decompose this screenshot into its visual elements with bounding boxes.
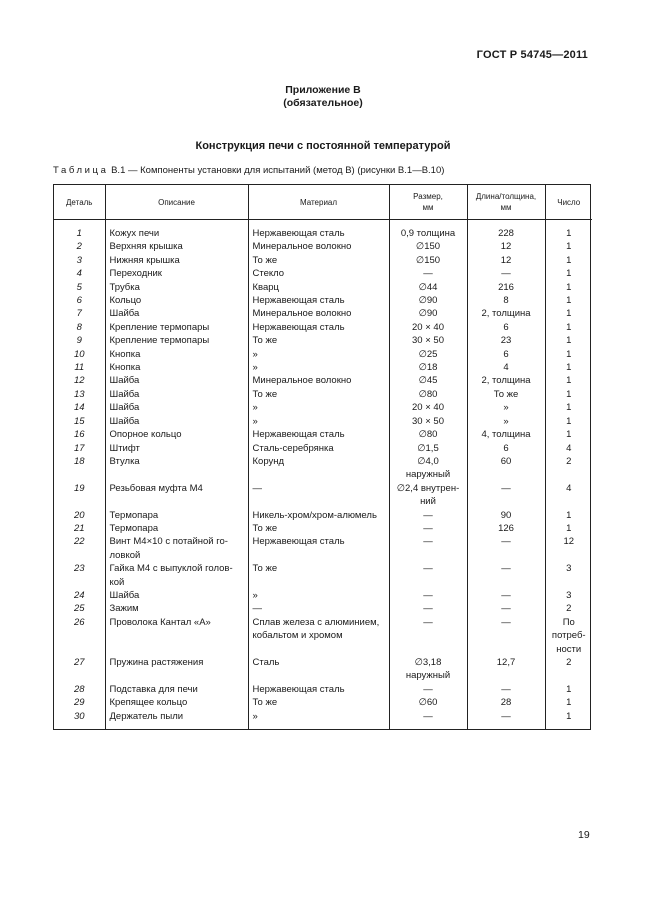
section-title: Конструкция печи с постоянной температурой (195, 140, 451, 152)
table-spacer-row (54, 220, 592, 228)
row-detail-number: 7 (76, 308, 82, 320)
row-material: Нержавеющая сталь (248, 321, 389, 334)
row-size: ∅80 (389, 388, 467, 401)
table-row (54, 321, 592, 334)
row-detail-number: 10 (73, 348, 85, 360)
row-detail-number: 2 (76, 241, 82, 253)
row-quantity: 2 (545, 455, 592, 482)
table-row (54, 616, 592, 656)
row-material: Нержавеющая сталь (248, 683, 389, 696)
row-length: 4, толщина (467, 428, 545, 441)
row-description: Опорное кольцо (105, 428, 248, 441)
row-length: 2, толщина (467, 374, 545, 387)
row-description: Трубка (105, 281, 248, 294)
table-row (54, 589, 592, 602)
row-size: 30 × 50 (389, 334, 467, 347)
row-material: Нержавеющая сталь (248, 294, 389, 307)
row-size: ∅60 (389, 696, 467, 709)
row-description: Проволока Кантал «А» (105, 616, 248, 656)
column-header-size: Размер, мм (389, 185, 467, 220)
row-material: » (248, 401, 389, 414)
row-length: — (467, 602, 545, 615)
row-quantity: 1 (545, 388, 592, 401)
row-length: 6 (467, 348, 545, 361)
row-length: » (467, 415, 545, 428)
table-row (54, 254, 592, 267)
row-material: Сталь (248, 656, 389, 683)
row-quantity: 4 (545, 482, 592, 509)
row-quantity: 1 (545, 415, 592, 428)
table-row (54, 281, 592, 294)
row-description: Резьбовая муфта М4 (105, 482, 248, 509)
row-detail-number: 26 (73, 616, 85, 628)
row-size: 30 × 50 (389, 415, 467, 428)
row-detail-number: 15 (73, 415, 85, 427)
row-description: Винт М4×10 с потайной го- ловкой (105, 535, 248, 562)
row-detail-number: 27 (73, 657, 85, 668)
row-quantity: 1 (545, 428, 592, 441)
row-detail-number: 3 (76, 254, 82, 266)
components-table (54, 185, 592, 729)
row-size: ∅90 (389, 307, 467, 320)
table-row (54, 294, 592, 307)
table-caption-label: Таблица (53, 165, 109, 176)
row-length: 60 (467, 455, 545, 482)
row-length: 12 (467, 254, 545, 267)
table-row (54, 267, 592, 280)
row-material: Сталь-серебрянка (248, 442, 389, 455)
row-length: — (467, 482, 545, 509)
row-quantity: 1 (545, 348, 592, 361)
row-detail-number: 12 (73, 375, 85, 387)
row-length: 4 (467, 361, 545, 374)
row-description: Кожух печи (105, 227, 248, 240)
row-quantity: 1 (545, 227, 592, 240)
row-quantity: 1 (545, 334, 592, 347)
row-detail-number: 18 (73, 455, 85, 467)
row-description: Подставка для печи (105, 683, 248, 696)
standard-number: ГОСТ Р 54745—2011 (476, 49, 588, 61)
row-quantity: 1 (545, 254, 592, 267)
table-row (54, 602, 592, 615)
row-description: Шайба (105, 401, 248, 414)
row-material: » (248, 361, 389, 374)
row-description: Гайка М4 с выпуклой голов- кой (105, 562, 248, 589)
annex-heading (0, 84, 646, 110)
table-row (54, 710, 592, 723)
row-material: Минеральное волокно (248, 374, 389, 387)
row-length: — (467, 683, 545, 696)
table-caption (53, 165, 444, 176)
row-detail-number: 8 (76, 321, 82, 333)
row-material: То же (248, 334, 389, 347)
table-row (54, 656, 592, 683)
row-description: Втулка (105, 455, 248, 482)
row-size: ∅1,5 (389, 442, 467, 455)
row-detail-number: 14 (73, 402, 85, 414)
row-size: ∅44 (389, 281, 467, 294)
row-detail-number: 6 (76, 295, 82, 307)
row-size: — (389, 616, 467, 656)
row-length: — (467, 562, 545, 589)
row-detail-number: 30 (73, 710, 85, 722)
row-description: Кольцо (105, 294, 248, 307)
row-size: 0,9 толщина (389, 227, 467, 240)
row-size: ∅2,4 внутрен- ний (389, 482, 467, 509)
table-row (54, 388, 592, 401)
row-material: Сплав железа с алюминием, кобальтом и хромом (248, 616, 389, 656)
table-row (54, 401, 592, 414)
row-material: То же (248, 388, 389, 401)
row-quantity: 1 (545, 710, 592, 723)
table-row (54, 361, 592, 374)
row-quantity: 2 (545, 656, 592, 683)
row-description: Переходник (105, 267, 248, 280)
row-material: Стекло (248, 267, 389, 280)
table-row (54, 348, 592, 361)
annex-subtitle: (обязательное) (283, 97, 363, 109)
row-material: То же (248, 522, 389, 535)
row-length: 23 (467, 334, 545, 347)
row-size: — (389, 602, 467, 615)
row-quantity: 1 (545, 401, 592, 414)
table-row (54, 334, 592, 347)
row-quantity: 1 (545, 374, 592, 387)
row-size: — (389, 267, 467, 280)
row-detail-number: 16 (73, 429, 85, 441)
row-detail-number: 17 (73, 442, 85, 454)
row-length: 6 (467, 321, 545, 334)
row-length: 12,7 (467, 656, 545, 683)
row-quantity: 1 (545, 240, 592, 253)
table-bottom-padding-row (54, 723, 592, 729)
row-length: 6 (467, 442, 545, 455)
row-detail-number: 13 (73, 388, 85, 400)
row-quantity: 1 (545, 281, 592, 294)
row-material: Нержавеющая сталь (248, 428, 389, 441)
row-size: ∅25 (389, 348, 467, 361)
table-row (54, 696, 592, 709)
row-size: ∅90 (389, 294, 467, 307)
page-number: 19 (578, 829, 590, 841)
row-description: Термопара (105, 509, 248, 522)
row-description: Зажим (105, 602, 248, 615)
row-material: Кварц (248, 281, 389, 294)
row-quantity: 1 (545, 321, 592, 334)
row-description: Шайба (105, 388, 248, 401)
row-detail-number: 9 (76, 335, 82, 347)
row-length: » (467, 401, 545, 414)
row-description: Шайба (105, 589, 248, 602)
row-detail-number: 4 (76, 268, 82, 280)
row-description: Кнопка (105, 348, 248, 361)
row-detail-number: 24 (73, 589, 85, 601)
row-quantity: 1 (545, 361, 592, 374)
row-length: 8 (467, 294, 545, 307)
row-description: Нижняя крышка (105, 254, 248, 267)
row-length: То же (467, 388, 545, 401)
row-material: » (248, 589, 389, 602)
row-quantity: 12 (545, 535, 592, 562)
row-length: — (467, 589, 545, 602)
row-detail-number: 22 (73, 536, 85, 548)
table-row (54, 227, 592, 240)
annex-title: Приложение В (285, 84, 361, 96)
column-header-description: Описание (105, 185, 248, 220)
row-material: » (248, 710, 389, 723)
table-row (54, 455, 592, 482)
table-row (54, 683, 592, 696)
row-size: 20 × 40 (389, 321, 467, 334)
row-description: Крепящее кольцо (105, 696, 248, 709)
table-row (54, 415, 592, 428)
row-size: ∅3,18 наружный (389, 656, 467, 683)
row-length: 90 (467, 509, 545, 522)
row-detail-number: 19 (73, 482, 85, 494)
table-row (54, 522, 592, 535)
row-detail-number: 29 (73, 697, 85, 709)
row-size: ∅4,0 наружный (389, 455, 467, 482)
row-description: Термопара (105, 522, 248, 535)
row-size: ∅80 (389, 428, 467, 441)
table-row (54, 428, 592, 441)
row-quantity: 3 (545, 562, 592, 589)
row-quantity: 3 (545, 589, 592, 602)
row-material: Нержавеющая сталь (248, 535, 389, 562)
row-length: 126 (467, 522, 545, 535)
row-length: 12 (467, 240, 545, 253)
row-detail-number: 28 (73, 683, 85, 695)
row-detail-number: 20 (73, 509, 85, 521)
table-row (54, 509, 592, 522)
column-header-length: Длина/толщина, мм (467, 185, 545, 220)
row-material: » (248, 415, 389, 428)
table-header (54, 185, 592, 220)
components-table-frame (53, 184, 591, 730)
row-length: 216 (467, 281, 545, 294)
row-length: — (467, 616, 545, 656)
row-quantity: 1 (545, 522, 592, 535)
table-row (54, 535, 592, 562)
row-material: То же (248, 696, 389, 709)
row-size: — (389, 683, 467, 696)
row-size: — (389, 710, 467, 723)
row-description: Шайба (105, 415, 248, 428)
row-detail-number: 23 (73, 563, 85, 575)
table-row (54, 374, 592, 387)
row-material: То же (248, 562, 389, 589)
row-detail-number: 21 (73, 522, 85, 534)
row-quantity: По потреб- ности (545, 616, 592, 656)
table-body (54, 220, 592, 730)
table-row (54, 240, 592, 253)
row-size: — (389, 509, 467, 522)
row-quantity: 1 (545, 307, 592, 320)
row-size: 20 × 40 (389, 401, 467, 414)
row-description: Пружина растяжения (105, 656, 248, 683)
row-material: — (248, 602, 389, 615)
row-description: Держатель пыли (105, 710, 248, 723)
row-length: — (467, 267, 545, 280)
row-detail-number: 1 (76, 228, 82, 239)
row-size: ∅150 (389, 240, 467, 253)
row-quantity: 1 (545, 509, 592, 522)
row-material: То же (248, 254, 389, 267)
column-header-detail: Деталь (54, 185, 105, 220)
row-material: Минеральное волокно (248, 240, 389, 253)
row-detail-number: 11 (74, 362, 85, 374)
row-length: — (467, 710, 545, 723)
table-row (54, 482, 592, 509)
row-quantity: 1 (545, 294, 592, 307)
row-quantity: 1 (545, 696, 592, 709)
row-size: ∅150 (389, 254, 467, 267)
row-material: — (248, 482, 389, 509)
row-size: ∅45 (389, 374, 467, 387)
row-material: Минеральное волокно (248, 307, 389, 320)
table-row (54, 307, 592, 320)
row-length: 228 (467, 227, 545, 240)
row-material: Корунд (248, 455, 389, 482)
column-header-material: Материал (248, 185, 389, 220)
table-row (54, 562, 592, 589)
row-description: Верхняя крышка (105, 240, 248, 253)
row-material: Нержавеющая сталь (248, 227, 389, 240)
row-quantity: 1 (545, 683, 592, 696)
row-description: Крепление термопары (105, 321, 248, 334)
row-quantity: 2 (545, 602, 592, 615)
row-size: ∅18 (389, 361, 467, 374)
column-header-quantity: Число (545, 185, 592, 220)
row-length: 28 (467, 696, 545, 709)
row-length: 2, толщина (467, 307, 545, 320)
row-description: Шайба (105, 307, 248, 320)
table-row (54, 442, 592, 455)
row-description: Крепление термопары (105, 334, 248, 347)
row-length: — (467, 535, 545, 562)
table-caption-text: В.1 — Компоненты установки для испытаний (метод В) (рисунки В.1—В.10) (108, 165, 445, 176)
row-quantity: 1 (545, 267, 592, 280)
row-description: Штифт (105, 442, 248, 455)
row-size: — (389, 562, 467, 589)
row-description: Шайба (105, 374, 248, 387)
row-material: Никель-хром/хром-алюмель (248, 509, 389, 522)
row-size: — (389, 589, 467, 602)
row-detail-number: 25 (73, 603, 85, 615)
row-size: — (389, 522, 467, 535)
row-quantity: 4 (545, 442, 592, 455)
row-size: — (389, 535, 467, 562)
row-description: Кнопка (105, 361, 248, 374)
row-material: » (248, 348, 389, 361)
row-detail-number: 5 (76, 281, 82, 293)
